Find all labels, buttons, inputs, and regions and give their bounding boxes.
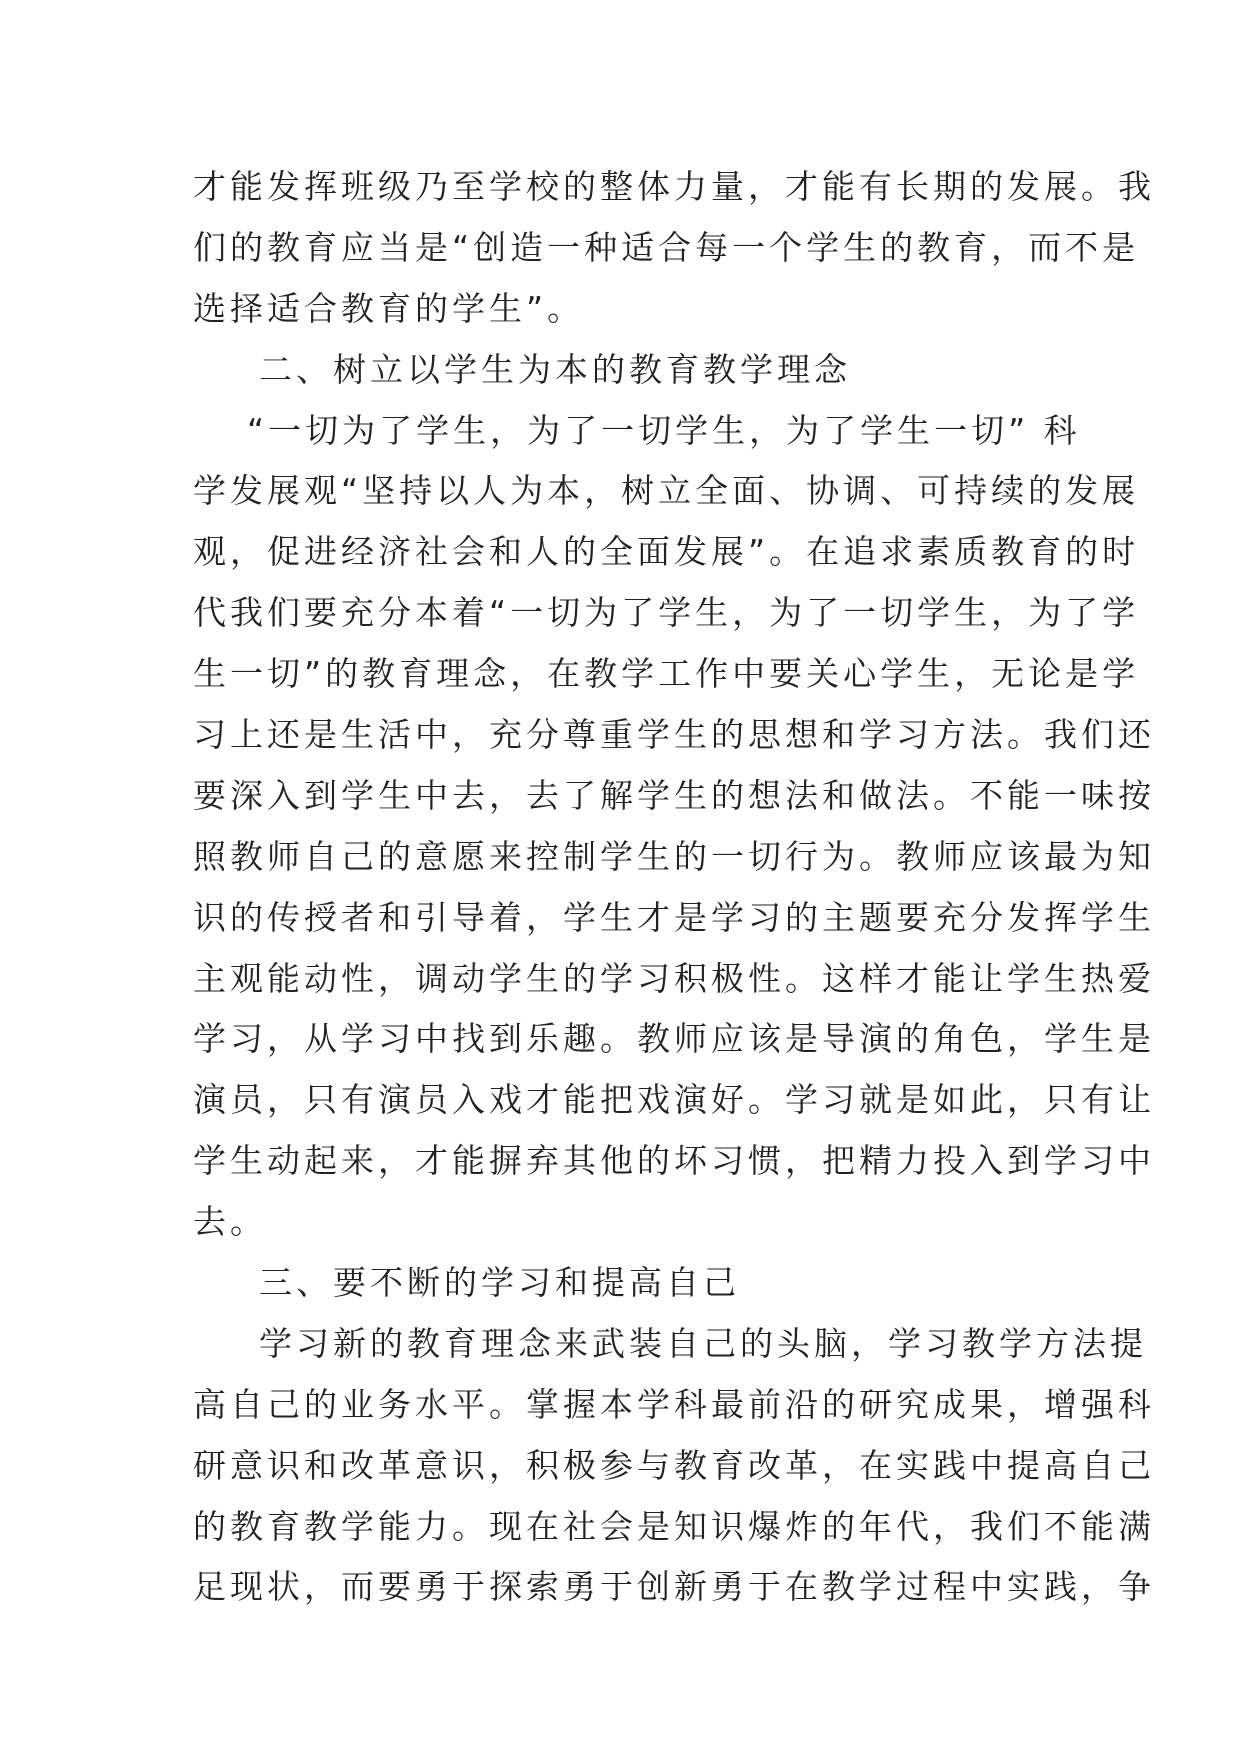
text-line: 习上还是生活中，充分尊重学生的思想和学习方法。我们还 [193, 715, 1155, 755]
text-line: 识的传授者和引导着，学生才是学习的主题要充分发挥学生 [193, 897, 1155, 937]
text-line: 主观能动性，调动学生的学习积极性。这样才能让学生热爱 [193, 958, 1155, 998]
text-line: 高自己的业务水平。掌握本学科最前沿的研究成果，增强科 [193, 1384, 1155, 1424]
body-text [193, 157, 1155, 1618]
text-line: 足现状，而要勇于探索勇于创新勇于在教学过程中实践，争 [193, 1567, 1155, 1607]
text-line: 才能发挥班级乃至学校的整体力量，才能有长期的发展。我 [193, 167, 1155, 206]
text-line: 学习新的教育理念来武装自己的头脑，学习教学方法提 [259, 1323, 1147, 1363]
text-line: 观，促进经济社会和人的全面发展”。在追求素质教育的时 [193, 532, 1140, 572]
text-line: “一切为了学生，为了一切学生，为了学生一切” 科 [247, 410, 1081, 450]
text-line: 去。 [193, 1202, 267, 1242]
text-line: 照教师自己的意愿来控制学生的一切行为。教师应该最为知 [193, 836, 1155, 876]
text-line: 研意识和改革意识，积极参与教育改革，在实践中提高自己 [193, 1445, 1155, 1485]
text-line: 代我们要充分本着“一切为了学生，为了一切学生，为了学 [193, 593, 1140, 633]
text-line: 演员，只有演员入戏才能把戏演好。学习就是如此，只有让 [193, 1080, 1155, 1120]
text-line: 们的教育应当是“创造一种适合每一个学生的教育，而不是 [193, 227, 1140, 267]
text-line: 学习，从学习中找到乐趣。教师应该是导演的角色，学生是 [193, 1019, 1155, 1059]
text-line: 的教育教学能力。现在社会是知识爆炸的年代，我们不能满 [193, 1506, 1155, 1546]
text-line: 学生动起来，才能摒弃其他的坏习惯，把精力投入到学习中 [193, 1141, 1155, 1181]
text-line: 选择适合教育的学生”。 [193, 288, 585, 328]
section-heading-3: 三、要不断的学习和提高自己 [259, 1263, 740, 1303]
section-heading-2: 二、树立以学生为本的教育教学理念 [259, 349, 851, 389]
text-line: 生一切”的教育理念，在教学工作中要关心学生，无论是学 [193, 654, 1140, 694]
text-line: 学发展观“坚持以人为本，树立全面、协调、可持续的发展 [193, 471, 1140, 511]
text-line: 要深入到学生中去，去了解学生的想法和做法。不能一味按 [193, 775, 1155, 815]
